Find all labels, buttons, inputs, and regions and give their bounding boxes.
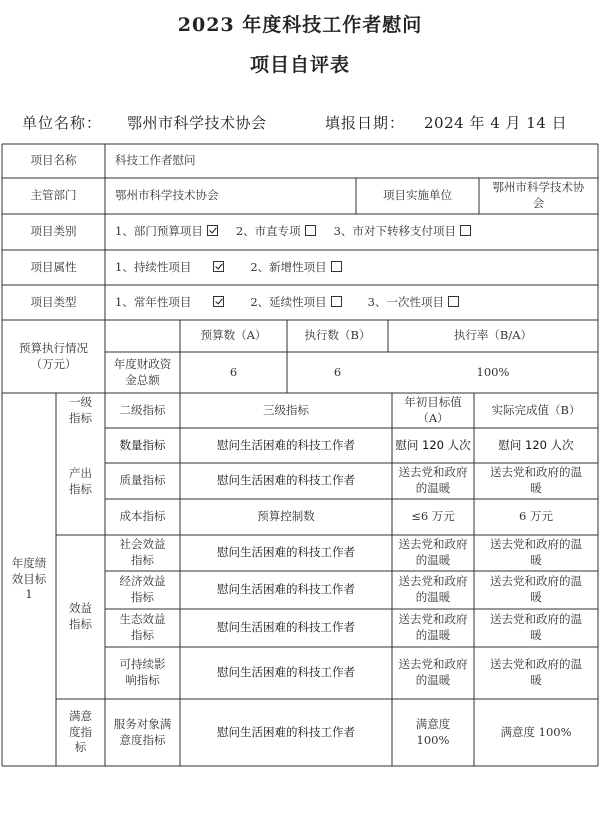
category-label: 项目类别: [30, 224, 77, 239]
perf-label: 年度绩效目标 1: [11, 556, 47, 602]
row-level3: 慰问生活困难的科技工作者: [217, 545, 355, 560]
row-actual: 6 万元: [519, 509, 553, 524]
budget-col-b: 执行数（B）: [304, 328, 371, 343]
date-value: 2024 年 4 月 14 日: [424, 114, 568, 132]
row-level3: 慰问生活困难的科技工作者: [217, 665, 355, 680]
checked-checkbox-icon[interactable]: [213, 296, 224, 307]
project-name-value: 科技工作者慰问: [115, 153, 196, 168]
row-level3: 慰问生活困难的科技工作者: [217, 582, 355, 597]
budget-rate-value: 100%: [476, 364, 510, 379]
header-level2: 二级指标: [119, 402, 166, 417]
type-label: 项目类型: [30, 294, 77, 309]
impl-unit-value: 鄂州市科学技术协会: [492, 180, 585, 210]
row-level2: 经济效益指标: [119, 574, 166, 604]
unit-label: 单位名称：: [22, 114, 103, 132]
row-actual: 送去党和政府的温暖: [490, 465, 582, 495]
row-level3: 慰问生活困难的科技工作者: [217, 473, 355, 488]
impl-unit-label: 项目实施单位: [383, 188, 452, 203]
row-level3: 慰问生活困难的科技工作者: [217, 724, 355, 739]
unchecked-checkbox-icon[interactable]: [331, 296, 342, 307]
header-level3: 三级指标: [263, 402, 309, 417]
attr-label: 项目属性: [30, 259, 77, 274]
unchecked-checkbox-icon[interactable]: [460, 225, 471, 236]
row-actual: 送去党和政府的温暖: [490, 657, 582, 687]
dept-label: 主管部门: [30, 188, 77, 203]
header-target: 年初目标值（A）: [404, 394, 462, 425]
row-actual: 慰问 120 人次: [498, 437, 574, 452]
row-actual: 满意度 100%: [500, 724, 572, 739]
category-option-1: 1、部门预算项目: [115, 224, 203, 239]
form-meta: [22, 112, 580, 138]
budget-a-value: 6: [229, 364, 238, 379]
unchecked-checkbox-icon[interactable]: [305, 225, 316, 236]
row-target: 送去党和政府的温暖: [398, 465, 468, 495]
unchecked-checkbox-icon[interactable]: [331, 261, 342, 272]
row-level2: 质量指标: [119, 473, 166, 488]
benefit-indicator-label: 效益指标: [69, 601, 92, 631]
row-target: 送去党和政府的温暖: [398, 657, 468, 687]
type-option-2: 2、延续性项目: [250, 294, 327, 309]
row-target: 送去党和政府的温暖: [398, 574, 468, 604]
row-target: ≤6 万元: [411, 509, 455, 524]
form-title: 2023 年度科技工作者慰问: [177, 14, 423, 36]
budget-b-value: 6: [333, 364, 342, 379]
row-actual: 送去党和政府的温暖: [490, 612, 582, 642]
category-option-2: 2、市直专项: [235, 224, 301, 239]
budget-col-a: 预算数（A）: [200, 328, 267, 343]
row-level2: 可持续影响指标: [119, 657, 166, 687]
row-level3: 慰问生活困难的科技工作者: [217, 437, 355, 452]
category-option-3: 3、市对下转移支付项目: [333, 224, 456, 239]
row-target: 慰问 120 人次: [395, 437, 471, 452]
attr-options: [105, 250, 598, 285]
budget-label: 预算执行情况（万元）: [19, 340, 88, 371]
date-label: 填报日期：: [325, 114, 406, 132]
row-target: 满意度 100%: [415, 716, 451, 747]
row-level2: 数量指标: [119, 437, 166, 452]
type-option-1: 1、常年性项目: [115, 294, 192, 309]
row-level3: 预算控制数: [257, 509, 315, 524]
row-level2: 社会效益指标: [119, 537, 166, 567]
budget-row-label: 年度财政资金总额: [113, 356, 172, 387]
type-option-3: 3、一次性项目: [367, 294, 444, 309]
row-actual: 送去党和政府的温暖: [490, 537, 582, 567]
row-level2: 服务对象满意度指标: [113, 716, 172, 747]
project-name-label: 项目名称: [30, 153, 77, 168]
output-indicator-label: 产出指标: [69, 465, 92, 496]
unit-value: 鄂州市科学技术协会: [127, 114, 267, 132]
checked-checkbox-icon[interactable]: [207, 225, 218, 236]
attr-option-2: 2、新增性项目: [250, 259, 327, 274]
form-subtitle: 项目自评表: [249, 54, 350, 76]
satisfaction-indicator-label: 满意度指标: [69, 709, 92, 755]
row-level2: 生态效益指标: [119, 612, 166, 642]
row-level2: 成本指标: [119, 509, 166, 524]
unchecked-checkbox-icon[interactable]: [448, 296, 459, 307]
type-options: [105, 285, 598, 320]
row-target: 送去党和政府的温暖: [398, 612, 468, 642]
budget-col-rate: 执行率（B/A）: [453, 328, 533, 343]
header-level1: 一级指标: [69, 394, 92, 425]
checked-checkbox-icon[interactable]: [213, 261, 224, 272]
dept-value: 鄂州市科学技术协会: [115, 188, 219, 203]
category-options: [105, 214, 598, 250]
attr-option-1: 1、持续性项目: [115, 259, 192, 274]
row-level3: 慰问生活困难的科技工作者: [217, 620, 355, 635]
row-actual: 送去党和政府的温暖: [490, 574, 582, 604]
header-actual: 实际完成值（B）: [491, 402, 581, 417]
row-target: 送去党和政府的温暖: [398, 537, 468, 567]
